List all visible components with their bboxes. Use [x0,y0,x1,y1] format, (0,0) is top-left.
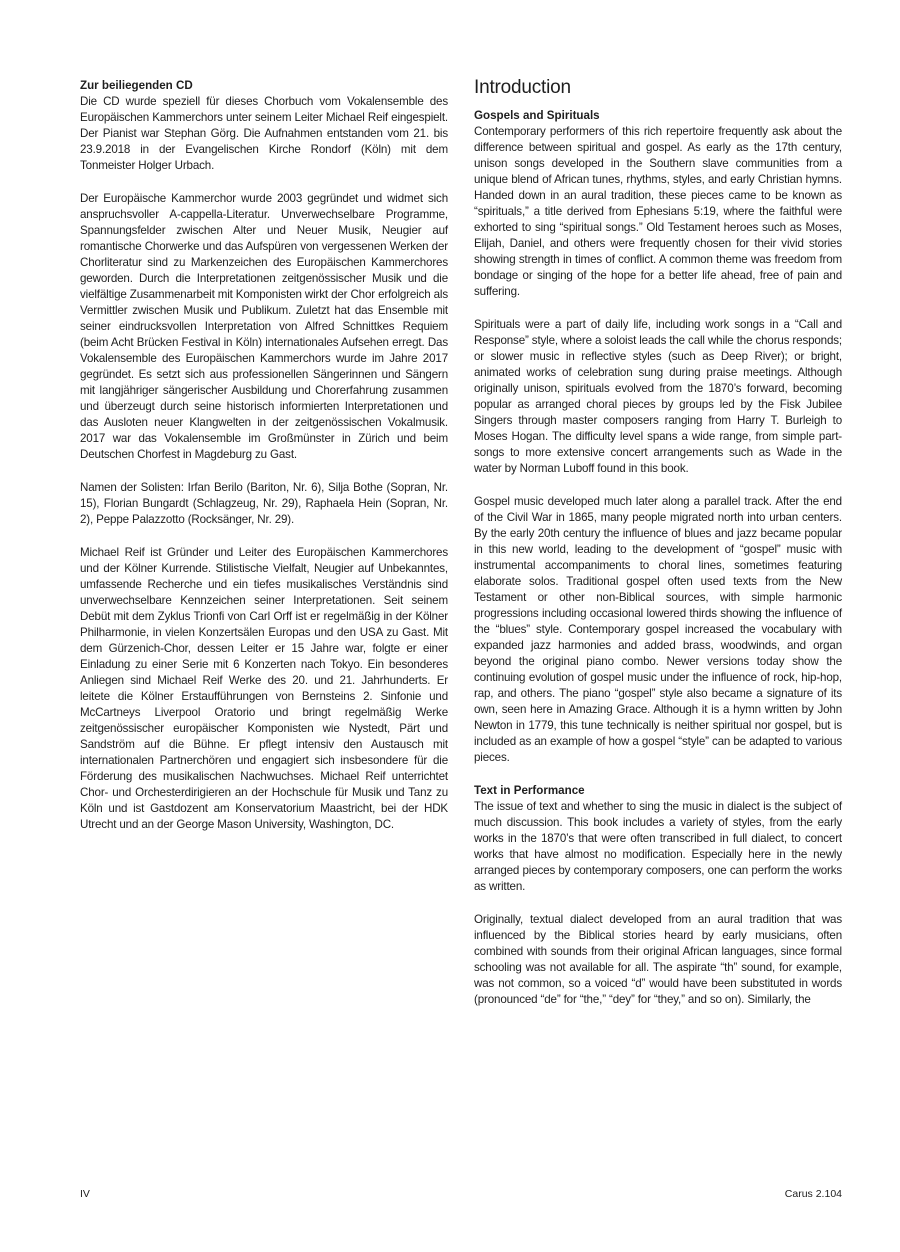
gospel-music-paragraph: Gospel music developed much later along a parallel track. After the end of the Civil War in 1865, many people migrated north into urban centers. By the early 20th century the influence of blues and jazz became popular in this new world, leading to the development of “gospel” music with instrumental accompaniments to choral lines, sometimes featuring elaborate solos. Traditional gospel often used texts from the New Testament or other non-Biblical sources, with simple harmonic progressions including occasional lowered thirds showing the influence of the “blues” style. Contemporary gospel increased the vocabulary with expanded jazz harmonies and added brass, woodwinds, and organ beyond the original piano combo. Newer versions today show the continuing evolution of gospel music under the influence of rock, hip-hop, rap, and others. The piano “gospel” style also became a signature of its own, seen here in Amazing Grace. Although it is a hymn written by John Newton in 1779, this tune technically is neither spiritual nor gospel, but is included as an example of how a gospel “style” can be adapted to various pieces. [474,495,842,764]
reif-paragraph: Michael Reif ist Gründer und Leiter des Europäischen Kammerchores und der Kölner Kurrende. Stilistische Vielfalt, Neugier auf Unbekanntes, umfassende Recherche und ein tiefes musikalisches Verständnis sind unverwechselbare Kennzeichen seiner Interpretationen. Seit seinem Debüt mit dem Zyklus Trionfi von Carl Orff ist er regelmäßig in der Kölner Philharmonie, in vielen Konzertsälen Europas und den USA zu Gast. Mit dem Gürzenich-Chor, dessen Leiter er 15 Jahre war, folgte er einer Einladung zu einer Serie mit 6 Konzerten nach Tokyo. Ein besonderes Anliegen sind Michael Reif Werke des 20. und 21. Jahrhunderts. Er leitete die Kölner Erstaufführungen von Bernsteins 2. Sinfonie und McCartneys Liverpool Oratorio und bringt regelmäßig Werke zeitgenössischer europäischer Komponisten wie Nystedt, Pärt und Sandström auf die Bühne. Er pflegt intensiv den Austausch mit internationalen Partnerchören und engagiert sich insbesondere für die Förderung des musikalischen Nachwuchses. Michael Reif unterrichtet Chor- und Orchesterdirigieren an der Hochschule für Musik und Tanz zu Köln und ist Gastdozent am Konservatorium Maastricht, bei der HDK Utrecht und an der George Mason University, Washington, DC. [80,546,448,831]
text-performance-heading: Text in Performance [474,784,585,797]
introduction-title: Introduction [474,77,571,98]
soloists-paragraph: Namen der Solisten: Irfan Berilo (Bariton, Nr. 6), Silja Bothe (Sopran, Nr. 15), Florian Bungardt (Schlagzeug, Nr. 29), Raphaela Hein (Sopran, Nr. 2), Peppe Palazzotto (Rocksänger, Nr. 29). [80,481,448,526]
gospels-heading: Gospels and Spirituals [474,109,600,122]
choir-paragraph: Der Europäische Kammerchor wurde 2003 gegründet und widmet sich anspruchsvoller A-cappella-Literatur. Unverwechselbare Programme, Spannungsfelder zwischen Alter und Neuer Musik, Neugier auf romantische Chorwerke und das Aufspüren von vergessenen Werken der Chorliteratur sind zu Markenzeichen des Europäischen Kammerchores geworden. Durch die Interpretationen zeitgenössischer Musik und die vielfältige Zusammenarbeit mit Komponisten wirkt der Chor erfolgreich als Vermittler zwischen Musik und Publikum. Zuletzt hat das Ensemble mit seiner eindrucksvollen Interpretation von Alfred Schnittkes Requiem (beim Acht Brücken Festival in Köln) internationales Aufsehen erregt. Das Vokalensemble des Europäischen Kammerchors wurde im Jahre 2017 gegründet. Es setzt sich aus professionellen Sängerinnen und Sängern mit langjähriger sängerischer Ausbildung und Chorerfahrung zusammen und überzeugt durch seine historisch informierten Interpretationen und das Ausloten neuer Klangwelten in der zeitgenössischen Vokalmusik. 2017 war das Vokalensemble im Großmünster in Zürich und beim Deutschen Chorfest in Magdeburg zu Gast. [80,192,448,461]
page-number: IV [80,1188,90,1200]
dialect-paragraph: Originally, textual dialect developed from an aural tradition that was influenced by the Biblical stories heard by early musicians, often combined with sounds from their original African languages, since formal schooling was not available for all. The aspirate “th” sound, for example, was not common, so a voiced “d” would have been substituted in words (pronounced “de” for “the,” “dey” for “they,” and so on). Similarly, the [474,913,842,1006]
cd-paragraph: Die CD wurde speziell für dieses Chorbuch vom Vokalensemble des Europäischen Kammerchors unter seinem Leiter Michael Reif eingespielt. Der Pianist war Stephan Görg. Die Aufnahmen entstanden vom 21. bis 23.9.2018 in der Evangelischen Kirche Rondorf (Köln) mit dem Tonmeister Holger Urbach. [80,95,448,172]
cd-heading: Zur beiliegenden CD [80,79,193,92]
spirituals-paragraph: Spirituals were a part of daily life, including work songs in a “Call and Response” style, where a soloist leads the call while the chorus responds; or slower music in reflective styles (such as Deep River); or bright, animated works of celebration sung during praise meetings. Although originally unison, spirituals evolved from the 1870’s forward, becoming popular as arranged choral pieces by groups led by the Fisk Jubilee Singers through master composers ranging from Harry T. Burleigh to Moses Hogan. The difficulty level spans a wide range, from simple part-songs to more extensive concert arrangements such as Wade in the water by Norman Luboff found in this book. [474,318,842,475]
left-column [80,78,448,850]
catalog-number: Carus 2.104 [784,1188,842,1200]
right-column [474,78,842,1025]
gospels-paragraph: Contemporary performers of this rich repertoire frequently ask about the difference between spiritual and gospel. As early as the 17th century, unison songs developed in the Southern slave communities from a unique blend of African tunes, rhythms, styles, and early Christian hymns. Handed down in an aural tradition, these pieces came to be known as “spirituals,” a title derived from Ephesians 5:19, where the faithful were exhorted to sing “spiritual songs.” Old Testament heroes such as Moses, Elijah, Daniel, and others were frequently chosen for their vivid stories showing strength in times of conflict. A common theme was freedom from bondage or singing of the hope for a better life ahead, free of pain and suffering. [474,125,842,298]
text-performance-paragraph: The issue of text and whether to sing the music in dialect is the subject of much discussion. This book includes a variety of styles, from the early works in the 1870’s that were often transcribed in full dialect, to concert works that have almost no modification. Especially here in the newly arranged pieces by contemporary composers, one can perform the works as written. [474,800,842,893]
